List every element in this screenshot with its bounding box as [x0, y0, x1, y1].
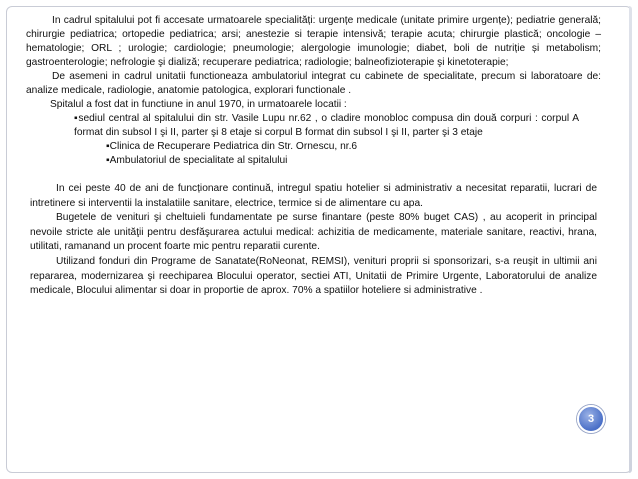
budget-paragraph: Bugetele de venituri şi cheltuieli fundamentate pe surse finantare (peste 80% buget CAS) , au acoperit in principal nevoile stricte ale unităţii pentru desfăşurarea actului medical: achizitia de medicamente, materiale sanitare, reactivi, hrana, utilitati, ramanand un procent foarte mic pentru reparatii curente.: [30, 212, 597, 253]
location-bullet-1-text: sediul central al spitalului din str. Vasile Lupu nr.62 , o cladire monobloc compusa din două corpuri : corpul A format din subsol I şi II, parter şi 8 etaje si corpul B format din subsol I şi II, parter şi 3 etaje: [74, 113, 579, 138]
location-bullet-2: [106, 140, 601, 154]
bullet-icon: ▪: [106, 155, 110, 166]
location-bullet-3: [106, 154, 601, 168]
specialties-paragraph: In cadrul spitalului pot fi accesate urmatoarele specialități: urgențe medicale (unitate primire urgențe); pediatrie generală; chirurgie pediatrica; ortopedie pediatrica; arsi; anestezie si terapie intensivă; terapie acuta; chirurgie plastică; oncologie – hematologie; ORL ; urologie; cardiologie; pneumologie; alergologie imunologie; diabet, boli de nutriție și metabolism; gastroenterologie; nefrologie şi dializă; recuperare pediatrica; radiologie; balneofizioterapie şi kinetoterapie;: [26, 15, 601, 68]
maintenance-section: [30, 182, 597, 299]
repairs-paragraph: In cei peste 40 de ani de funcționare continuă, intregul spatiu hotelier si administrativ a necesitat reparatii, lucrari de intretinere si interventii la instalatiile sanitare, electrice, termice si de alimentare cu apa.: [30, 183, 597, 209]
bullet-icon: ▪: [74, 113, 79, 124]
funding-paragraph: Utilizand fonduri din Programe de Sanatate(RoNeonat, REMSI), venituri proprii si sponsorizari, s-a reuşit in ultimii ani repararea, modernizarea şi reechiparea Blocului operator, sectiei ATI, Unitatii de Primire Urgente, Laboratorului de analize medicale, Blocului alimentar si doar in proportie de aprox. 70% a spatiilor hoteliere si administrative .: [30, 255, 597, 297]
slide-content: [26, 14, 601, 299]
bullet-icon: ▪: [106, 141, 110, 152]
locations-intro: Spitalul a fost dat in functiune in anul 1970, in urmatoarele locatii :: [50, 99, 347, 110]
location-bullet-3-text: Ambulatoriul de specialitate al spitalului: [109, 155, 288, 166]
page-number-badge: 3: [577, 405, 605, 433]
location-bullet-1: [74, 112, 579, 140]
location-bullet-2-text: Clinica de Recuperare Pediatrica din Str. Ornescu, nr.6: [109, 141, 358, 152]
slide-frame-edge: [629, 6, 632, 473]
ambulatory-paragraph: De asemeni in cadrul unitatii functioneaza ambulatoriul integrat cu cabinete de specialitate, precum si laboratoare de: analize medicale, radiologie, anatomie patologica, explorari functionale .: [26, 71, 601, 96]
